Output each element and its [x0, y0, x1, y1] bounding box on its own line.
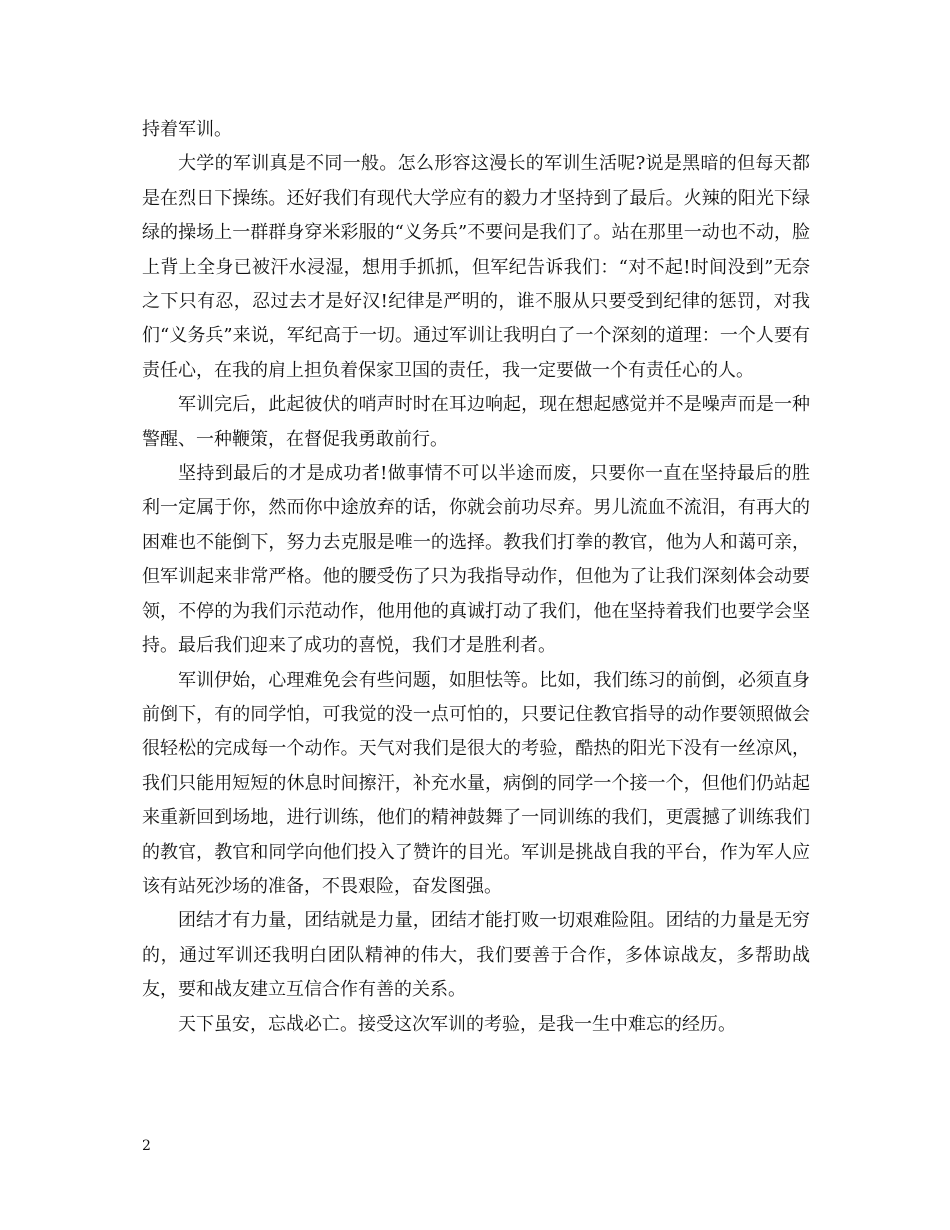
paragraph: 持着军训。: [142, 119, 232, 140]
document-body: [142, 113, 810, 1042]
paragraph: 团结才有力量，团结就是力量，团结才能打败一切艰难险阻。团结的力量是无穷的，通过军训还我明白团队精神的伟大，我们要善于合作，多体谅战友，多帮助战友，要和战友建立互信合作有善的关系。: [142, 910, 810, 1001]
page-number: 2: [142, 1138, 151, 1154]
paragraph: 天下虽安，忘战必亡。接受这次军训的考验，是我一生中难忘的经历。: [178, 1013, 736, 1035]
paragraph: 坚持到最后的才是成功者!做事情不可以半途而废，只要你一直在坚持最后的胜利一定属于你，然而你中途放弃的话，你就会前功尽弃。男儿流血不流泪，有再大的困难也不能倒下，努力去克服是唯一的选择。教我们打拳的教官，他为人和蔼可亲，但军训起来非常严格。他的腰受伤了只为我指导动作，但他为了让我们深刻体会动要领，不停的为我们示范动作，他用他的真诚打动了我们，他在坚持着我们也要学会坚持。最后我们迎来了成功的喜悦，我们才是胜利者。: [142, 463, 810, 657]
paragraph: 大学的军训真是不同一般。怎么形容这漫长的军训生活呢?说是黑暗的但每天都是在烈日下操练。还好我们有现代大学应有的毅力才坚持到了最后。火辣的阳光下绿绿的操场上一群群身穿米彩服的“义务兵”不要问是我们了。站在那里一动也不动，脸上背上全身已被汗水浸湿，想用手抓抓，但军纪告诉我们：“对不起!时间没到”无奈之下只有忍，忍过去才是好汉!纪律是严明的，谁不服从只要受到纪律的惩罚，对我们“义务兵”来说，军纪高于一切。通过军训让我明白了一个深刻的道理：一个人要有责任心，在我的肩上担负着保家卫国的责任，我一定要做一个有责任心的人。: [142, 153, 810, 381]
paragraph: 军训完后，此起彼伏的哨声时时在耳边响起，现在想起感觉并不是噪声而是一种警醒、一种鞭策，在督促我勇敢前行。: [142, 394, 810, 450]
paragraph: 军训伊始，心理难免会有些问题，如胆怯等。比如，我们练习的前倒，必须直身前倒下，有的同学怕，可我觉的没一点可怕的，只要记住教官指导的动作要领照做会很轻松的完成每一个动作。天气对我们是很大的考验，酷热的阳光下没有一丝凉风，我们只能用短短的休息时间擦汗，补充水量，病倒的同学一个接一个，但他们仍站起来重新回到场地，进行训练，他们的精神鼓舞了一同训练的我们，更震撼了训练我们的教官，教官和同学向他们投入了赞许的目光。军训是挑战自我的平台，作为军人应该有站死沙场的准备，不畏艰险，奋发图强。: [142, 669, 810, 897]
